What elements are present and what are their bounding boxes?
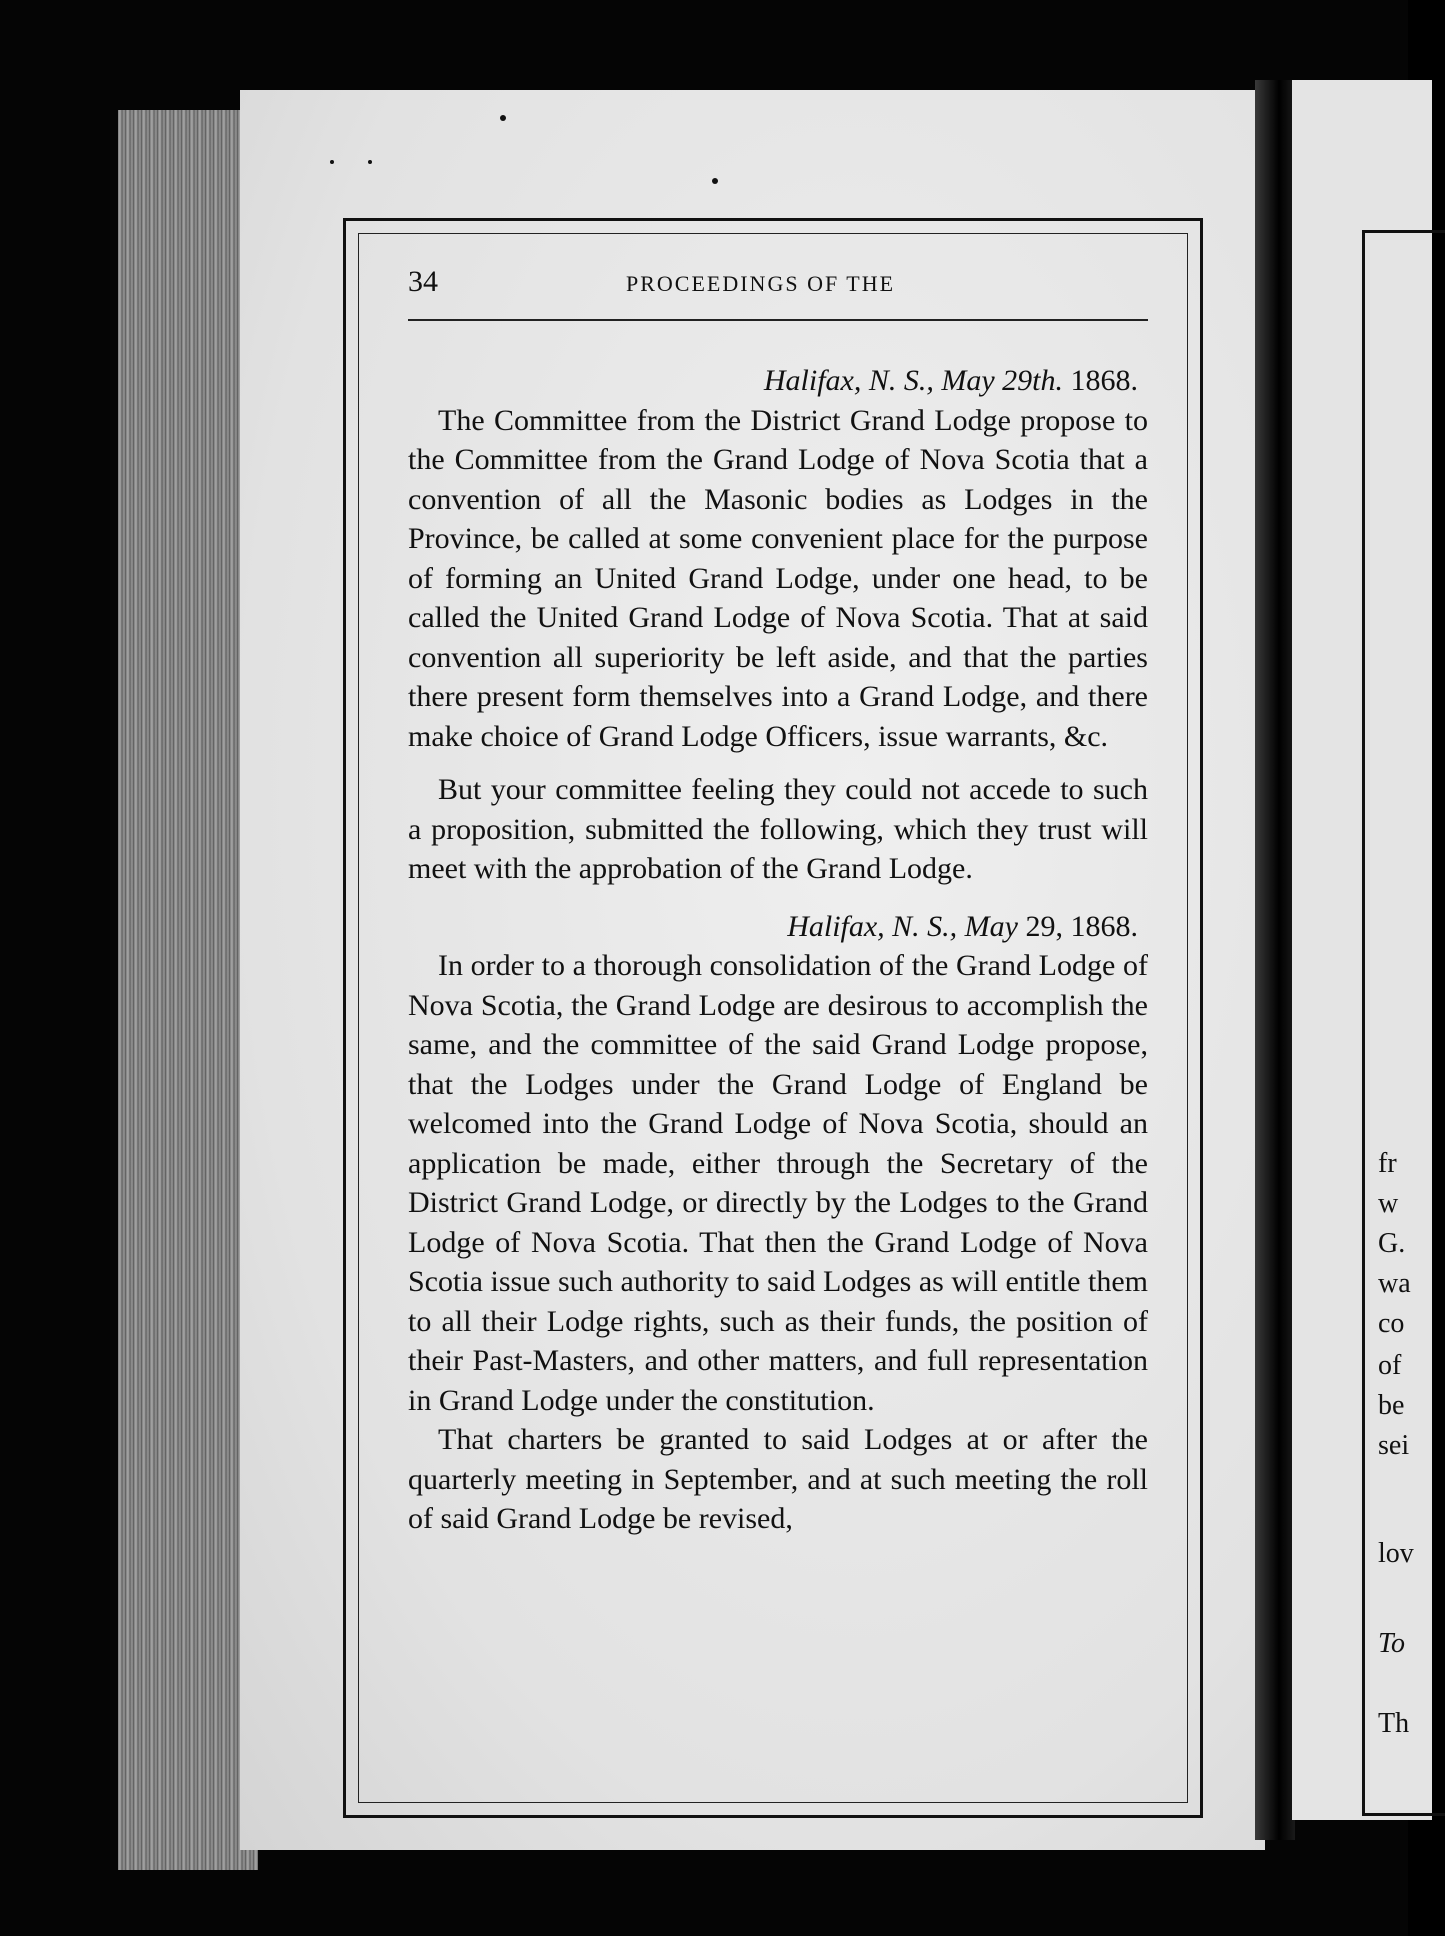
page-number: 34 [408,265,438,298]
ink-speck [500,115,506,121]
ink-speck [712,178,718,184]
body-text [408,351,1148,1539]
right-page-fragment: lov [1378,1538,1414,1569]
ink-speck [368,160,372,164]
running-header [408,265,1148,305]
right-page-fragment: fr [1378,1148,1397,1179]
right-page-fragment: co [1378,1308,1405,1339]
right-page-fragment: To [1378,1628,1406,1659]
ink-speck [330,160,334,164]
right-page-fragment: be [1378,1390,1405,1421]
right-page-fragment: sei [1378,1430,1410,1461]
right-page-border [1362,230,1445,1816]
dateline-1-year: 1868. [1070,364,1138,397]
paragraph-committee-proposal: The Committee from the District Grand Lodge propose to the Committee from the Grand Lodge of Nova Scotia that a convention of all the Masonic bodies as Lodges in the Province, be called at some convenient place for the purpose of forming an United Grand Lodge, under one head, to be called the United Grand Lodge of Nova Scotia. That at said convention all superiority be left aside, and that the parties there present form themselves into a Grand Lodge, and there make choice of Grand Lodge Officers, issue warrants, &c. [408,403,1148,753]
dateline-2-place: Halifax, N. S., May [787,909,1018,943]
right-page-fragment: G. [1378,1228,1406,1259]
page-edges [118,110,258,1870]
paragraph-consolidation: In order to a thorough consolidation of the Grand Lodge of Nova Scotia, the Grand Lodge are desirous to accomplish the same, and the committee of the said Grand Lodge propose, that the Lodges under the Grand Lodge of England be welcomed into the Grand Lodge of Nova Scotia, should an application be made, either through the Secretary of the District Grand Lodge, or directly by the Lodges to the Grand Lodge of Nova Scotia. That then the Grand Lodge of Nova Scotia issue such authority to said Lodges as will entitle them to all their Lodge rights, such as their funds, the position of their Past-Masters, and other matters, and full representation in Grand Lodge under the constitution. [408,949,1148,1417]
running-title: PROCEEDINGS OF THE [626,271,896,296]
paragraph-charters: That charters be granted to said Lodges at or after the quarterly meeting in September, and at such meeting the roll of said Grand Lodge be revised, [408,1423,1148,1535]
dateline-1 [408,351,1138,401]
paragraph-committee-response: But your committee feeling they could not accede to such a proposition, submitted the following, which they trust will meet with the approbation of the Grand Lodge. [408,773,1148,885]
right-page-fragment: w [1378,1188,1399,1219]
right-page-fragment: wa [1378,1268,1411,1299]
right-page-fragment: of [1378,1350,1402,1381]
header-rule [408,319,1148,321]
dateline-2 [408,897,1138,947]
dateline-1-place: Halifax, N. S., May 29th. [763,364,1063,397]
right-page-fragment: Th [1378,1708,1410,1739]
book-gutter [1255,80,1295,1840]
dateline-2-date: 29, 1868. [1025,909,1138,943]
page-border [343,218,1203,1818]
